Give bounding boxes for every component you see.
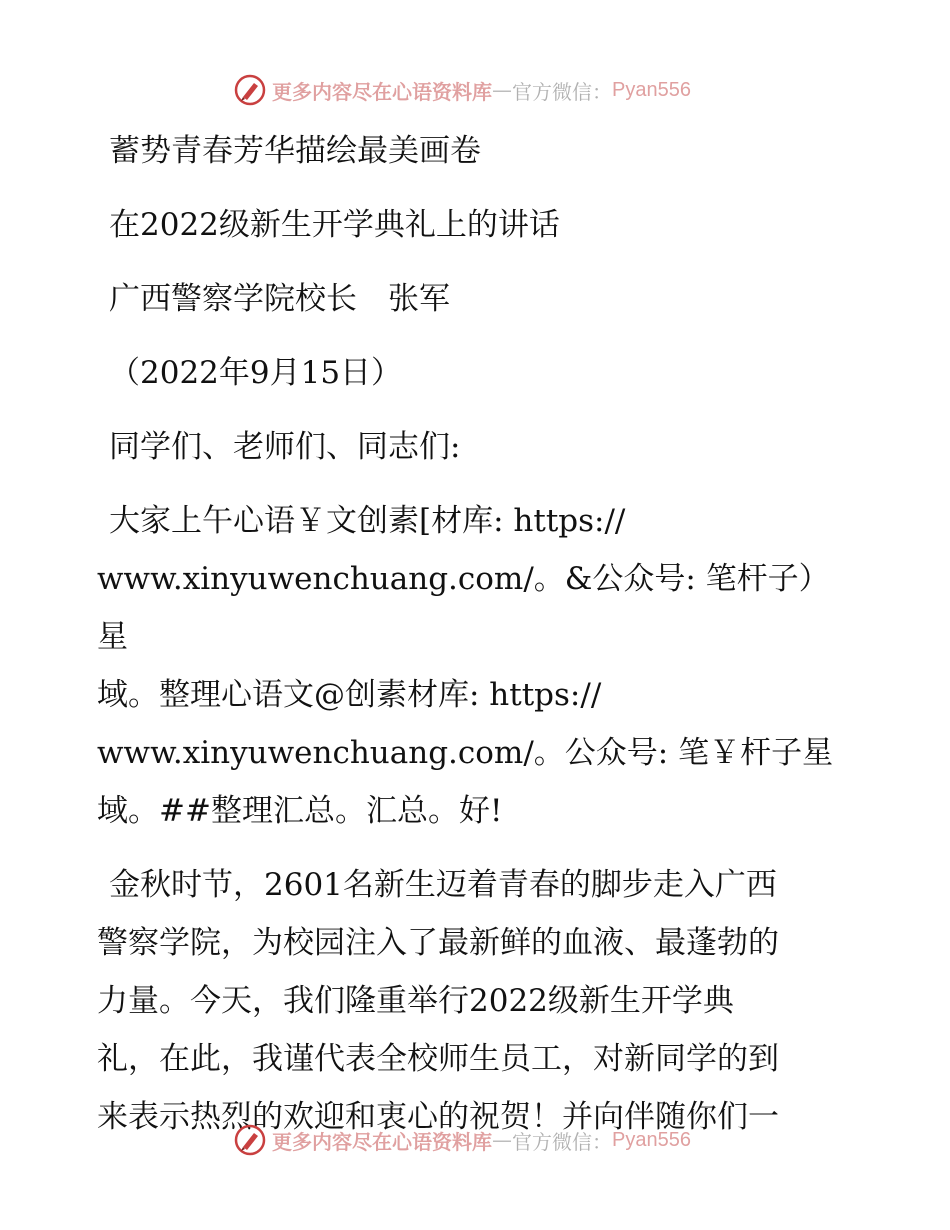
watermark-wechat-label: 官方微信：	[512, 79, 612, 104]
watermark-banner-top	[234, 72, 691, 108]
paragraph-line: 来表示热烈的欢迎和衷心的祝贺！并向伴随你们一	[97, 1099, 779, 1135]
paragraph-line: 大家上午心语￥文创素[材库: https://	[109, 503, 626, 539]
paragraph-line: www.xinyuwenchuang.com/。公众号: 笔￥杆子星	[97, 735, 834, 771]
document-salutation: 同学们、老师们、同志们:	[109, 429, 461, 465]
paragraph-line: www.xinyuwenchuang.com/。&公众号: 笔杆子）星	[97, 561, 830, 655]
paragraph-line: 金秋时节，2601名新生迈着青春的脚步走入广西	[109, 867, 777, 903]
document-title: 蓄势青春芳华描绘最美画卷	[109, 133, 481, 169]
watermark-main-text: 更多内容尽在心语资料库	[272, 79, 492, 104]
watermark-banner-bottom	[234, 1122, 691, 1158]
document-speaker: 广西警察学院校长 张军	[109, 281, 450, 317]
paragraph-line: 力量。今天，我们隆重举行2022级新生开学典	[97, 983, 734, 1019]
watermark-dash: —	[492, 1128, 512, 1152]
watermark-dash: —	[492, 78, 512, 102]
document-subtitle: 在2022级新生开学典礼上的讲话	[109, 207, 560, 243]
watermark-main-text: 更多内容尽在心语资料库	[272, 1129, 492, 1154]
watermark-wechat-label: 官方微信：	[512, 1129, 612, 1154]
fountain-pen-logo-icon	[234, 74, 266, 106]
paragraph-line: 礼，在此，我谨代表全校师生员工，对新同学的到	[97, 1041, 779, 1077]
watermark-wechat-id: Pyan556	[612, 1128, 691, 1151]
watermark-wechat-id: Pyan556	[612, 78, 691, 101]
paragraph-line: 域。整理心语文@创素材库: https://	[97, 677, 602, 713]
paragraph-welcome	[97, 856, 857, 1146]
document-body	[97, 122, 857, 1146]
fountain-pen-logo-icon	[234, 1124, 266, 1156]
paragraph-line: 域。##整理汇总。汇总。好!	[97, 793, 503, 829]
document-date: （2022年9月15日）	[109, 355, 403, 391]
paragraph-greeting	[97, 492, 857, 840]
paragraph-line: 警察学院，为校园注入了最新鲜的血液、最蓬勃的	[97, 925, 779, 961]
